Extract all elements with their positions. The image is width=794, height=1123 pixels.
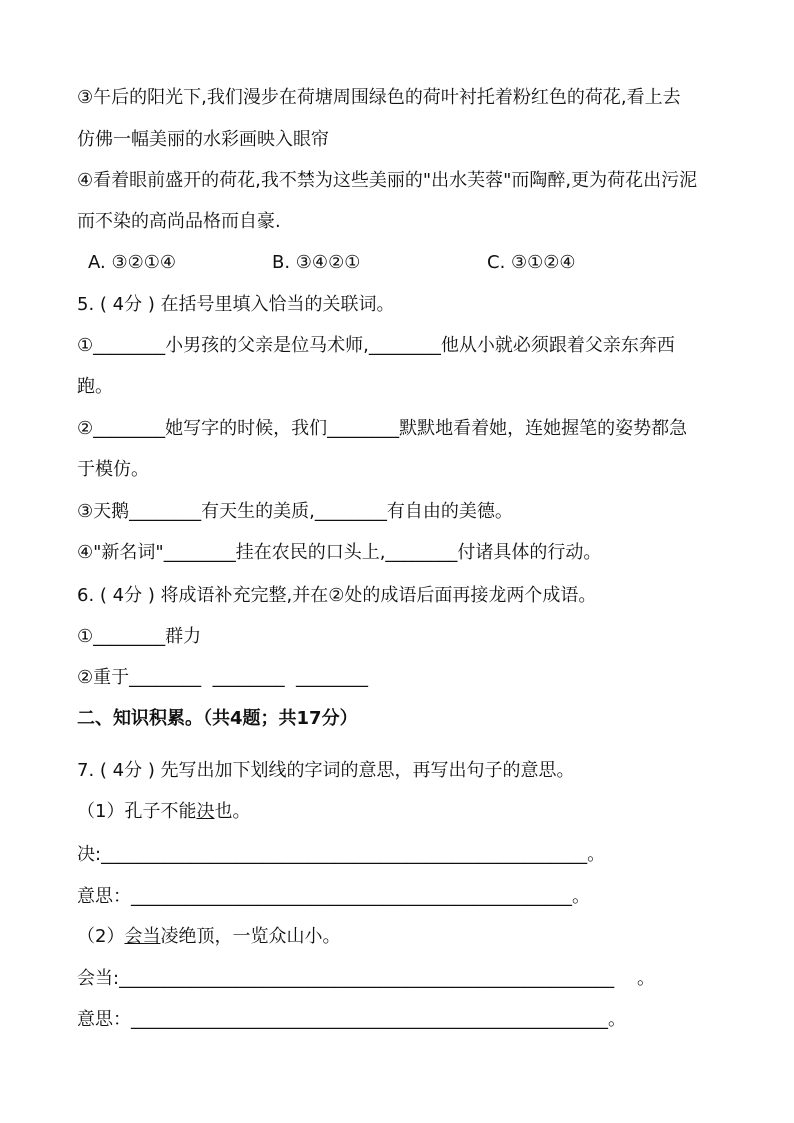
passage-item4-line2: 而不染的高尚品格而自豪. — [77, 211, 281, 232]
option-c: C. ③①②④ — [487, 252, 576, 273]
q7-part-2-word-answer: 会当:_______________________________________________________ 。 — [77, 968, 655, 989]
q5-sentence-3: ③天鹅________有天生的美质,________有自由的美德。 — [77, 501, 513, 522]
question-6-title: 6. ( 4分 ) 将成语补充完整,并在②处的成语后面再接龙两个成语。 — [77, 585, 597, 606]
q7-part-2-meaning-answer: 意思：_____________________________________________________。 — [77, 1009, 626, 1030]
q7-part-1-suffix: 也。 — [214, 801, 251, 822]
q7-part-1-sentence — [77, 800, 250, 824]
q7-part-1-prefix: （1）孔子不能 — [77, 801, 197, 822]
q7-part-2-sentence — [77, 925, 340, 949]
section-2-heading: 二、知识积累。（共4题；共17分） — [77, 708, 358, 729]
q6-idiom-2: ②重于________ ________ ________ — [77, 667, 369, 688]
q7-part-1-word-answer: 决:______________________________________________________。 — [77, 844, 606, 865]
q7-part-2-prefix: （2） — [77, 926, 125, 947]
q6-idiom-1: ①________群力 — [77, 626, 202, 647]
q5-sentence-2-line2: 于模仿。 — [77, 459, 149, 480]
q7-part-2-underlined-word: 会当 — [124, 926, 161, 947]
question-7-title: 7. ( 4分 ) 先写出加下划线的字词的意思，再写出句子的意思。 — [77, 760, 575, 781]
q5-sentence-1-line1: ①________小男孩的父亲是位马术师,________他从小就必须跟着父亲东奔西 — [77, 335, 675, 356]
question-5-title: 5. ( 4分 ) 在括号里填入恰当的关联词。 — [77, 294, 395, 315]
passage-item3-line1: ③午后的阳光下,我们漫步在荷塘周围绿色的荷叶衬托着粉红色的荷花,看上去 — [77, 87, 681, 108]
passage-item3-line2: 仿佛一幅美丽的水彩画映入眼帘 — [77, 129, 329, 150]
q5-sentence-4: ④"新名词"________挂在农民的口头上,________付诸具体的行动。 — [77, 542, 602, 563]
option-b: B. ③④②① — [272, 252, 361, 273]
passage-item4-line1: ④看着眼前盛开的荷花,我不禁为这些美丽的"出水芙蓉"而陶醉,更为荷花出污泥 — [77, 170, 698, 191]
q7-part-2-suffix: 凌绝顶，一览众山小。 — [160, 926, 341, 947]
q7-part-1-meaning-answer: 意思：_________________________________________________。 — [77, 886, 590, 907]
option-a: A. ③②①④ — [88, 252, 176, 273]
q5-sentence-1-line2: 跑。 — [77, 376, 113, 397]
q7-part-1-underlined-word: 决 — [196, 801, 215, 822]
q5-sentence-2-line1: ②________她写字的时候，我们________默默地看着她，连她握笔的姿势都急 — [77, 418, 688, 439]
